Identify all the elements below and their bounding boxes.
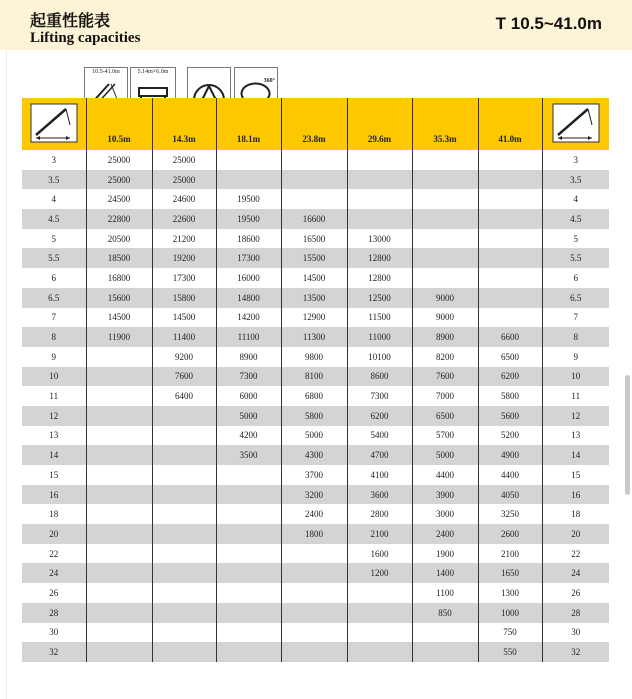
capacity-cell: 18600 [216, 229, 281, 249]
capacity-cell [478, 229, 542, 249]
table-row [22, 327, 609, 347]
capacity-cell: 4400 [478, 465, 542, 485]
capacity-cell [152, 406, 216, 426]
capacity-cell: 2800 [347, 504, 412, 524]
table-row [22, 426, 609, 446]
scrollbar[interactable] [625, 375, 630, 495]
capacity-cell: 5600 [478, 406, 542, 426]
capacity-cell [86, 347, 152, 367]
outrigger-label: 5.14m×6.0m [137, 69, 169, 75]
capacity-cell: 14200 [216, 308, 281, 328]
capacity-cell: 1900 [412, 544, 478, 564]
radius-cell: 12 [542, 406, 609, 426]
capacity-cell: 850 [412, 603, 478, 623]
table-row [22, 406, 609, 426]
capacity-cell [281, 563, 347, 583]
radius-cell: 32 [542, 642, 609, 662]
capacity-cell [281, 642, 347, 662]
capacity-cell: 11500 [347, 308, 412, 328]
radius-cell: 30 [22, 623, 86, 643]
capacity-cell [281, 583, 347, 603]
radius-cell: 26 [22, 583, 86, 603]
capacity-cell: 18500 [86, 248, 152, 268]
capacity-cell [216, 544, 281, 564]
capacity-cell [86, 623, 152, 643]
capacity-cell: 1650 [478, 563, 542, 583]
capacity-cell [86, 544, 152, 564]
capacity-cell: 3500 [216, 445, 281, 465]
capacity-cell: 3900 [412, 485, 478, 505]
capacity-cell [281, 170, 347, 190]
table-row [22, 209, 609, 229]
radius-cell: 5 [22, 229, 86, 249]
radius-cell: 24 [542, 563, 609, 583]
table-row [22, 308, 609, 328]
lifting-capacity-table [22, 98, 609, 662]
radius-cell: 16 [22, 485, 86, 505]
capacity-cell: 4700 [347, 445, 412, 465]
capacity-cell: 7000 [412, 386, 478, 406]
capacity-cell [86, 445, 152, 465]
radius-cell: 3.5 [542, 170, 609, 190]
radius-cell: 15 [22, 465, 86, 485]
radius-cell: 5.5 [22, 248, 86, 268]
radius-header-right [542, 98, 609, 150]
capacity-cell: 11900 [86, 327, 152, 347]
radius-cell: 20 [542, 524, 609, 544]
capacity-cell: 4900 [478, 445, 542, 465]
capacity-cell [86, 426, 152, 446]
capacity-cell [216, 465, 281, 485]
table-row [22, 524, 609, 544]
capacity-cell: 7600 [412, 367, 478, 387]
capacity-cell [347, 623, 412, 643]
capacity-cell: 2100 [478, 544, 542, 564]
radius-header-left [22, 98, 86, 150]
radius-cell: 4.5 [22, 209, 86, 229]
radius-cell: 28 [542, 603, 609, 623]
capacity-cell: 1800 [281, 524, 347, 544]
capacity-cell [347, 189, 412, 209]
capacity-cell: 3200 [281, 485, 347, 505]
capacity-cell: 2400 [412, 524, 478, 544]
capacity-cell [152, 642, 216, 662]
radius-cell: 7 [22, 308, 86, 328]
radius-cell: 6.5 [542, 288, 609, 308]
table-row [22, 603, 609, 623]
radius-cell: 8 [542, 327, 609, 347]
col-header: 14.3m [152, 98, 216, 150]
capacity-cell: 3600 [347, 485, 412, 505]
capacity-cell [86, 406, 152, 426]
radius-cell: 8 [22, 327, 86, 347]
capacity-cell: 16000 [216, 268, 281, 288]
capacity-cell: 5700 [412, 426, 478, 446]
capacity-cell: 7300 [347, 386, 412, 406]
table-row [22, 485, 609, 505]
capacity-cell [216, 563, 281, 583]
capacity-cell [152, 485, 216, 505]
capacity-cell: 5400 [347, 426, 412, 446]
rotation-label: 360° [263, 78, 275, 84]
capacity-cell [412, 209, 478, 229]
radius-cell: 9 [542, 347, 609, 367]
capacity-cell [216, 623, 281, 643]
table-row [22, 367, 609, 387]
capacity-cell: 24500 [86, 189, 152, 209]
radius-cell: 15 [542, 465, 609, 485]
capacity-cell: 19200 [152, 248, 216, 268]
table-row [22, 504, 609, 524]
capacity-cell: 14500 [86, 308, 152, 328]
capacity-cell [152, 465, 216, 485]
radius-cell: 9 [22, 347, 86, 367]
radius-cell: 3 [542, 150, 609, 170]
capacity-cell: 13000 [347, 229, 412, 249]
capacity-cell [86, 563, 152, 583]
capacity-cell: 1200 [347, 563, 412, 583]
capacity-cell [412, 623, 478, 643]
radius-cell: 3.5 [22, 170, 86, 190]
capacity-cell: 8900 [412, 327, 478, 347]
capacity-cell: 25000 [86, 150, 152, 170]
capacity-cell: 4400 [412, 465, 478, 485]
capacity-cell [216, 150, 281, 170]
capacity-cell: 25000 [152, 150, 216, 170]
capacity-cell: 21200 [152, 229, 216, 249]
table-row [22, 583, 609, 603]
table-row [22, 150, 609, 170]
page-header [0, 0, 632, 50]
capacity-cell: 7600 [152, 367, 216, 387]
radius-cell: 24 [22, 563, 86, 583]
capacity-cell [412, 189, 478, 209]
capacity-cell [281, 189, 347, 209]
capacity-cell [478, 248, 542, 268]
capacity-cell: 5200 [478, 426, 542, 446]
capacity-cell: 9000 [412, 288, 478, 308]
capacity-cell [478, 209, 542, 229]
radius-cell: 5 [542, 229, 609, 249]
capacity-cell: 5000 [216, 406, 281, 426]
table-row [22, 170, 609, 190]
capacity-cell: 17300 [216, 248, 281, 268]
capacity-cell: 19500 [216, 209, 281, 229]
radius-cell: 14 [542, 445, 609, 465]
capacity-cell [152, 504, 216, 524]
capacity-cell: 11300 [281, 327, 347, 347]
col-header: 10.5m [86, 98, 152, 150]
capacity-cell [86, 603, 152, 623]
capacity-cell [347, 209, 412, 229]
capacity-cell: 9800 [281, 347, 347, 367]
capacity-cell: 8200 [412, 347, 478, 367]
title-chinese: 起重性能表 [30, 11, 111, 30]
col-header: 18.1m [216, 98, 281, 150]
radius-cell: 32 [22, 642, 86, 662]
radius-cell: 4 [542, 189, 609, 209]
capacity-cell [86, 386, 152, 406]
capacity-cell: 22800 [86, 209, 152, 229]
capacity-cell [478, 170, 542, 190]
capacity-cell: 22600 [152, 209, 216, 229]
capacity-cell [216, 603, 281, 623]
capacity-cell: 1600 [347, 544, 412, 564]
capacity-cell: 2600 [478, 524, 542, 544]
capacity-cell [412, 229, 478, 249]
table-row [22, 642, 609, 662]
capacity-cell: 24600 [152, 189, 216, 209]
capacity-cell [152, 445, 216, 465]
capacity-cell [152, 426, 216, 446]
capacity-cell [152, 524, 216, 544]
table-row [22, 544, 609, 564]
capacity-cell: 12500 [347, 288, 412, 308]
capacity-cell [478, 189, 542, 209]
table-row [22, 386, 609, 406]
col-header: 23.8m [281, 98, 347, 150]
capacity-cell: 3250 [478, 504, 542, 524]
capacity-cell [478, 150, 542, 170]
radius-cell: 10 [22, 367, 86, 387]
capacity-cell: 14500 [281, 268, 347, 288]
capacity-cell: 2100 [347, 524, 412, 544]
capacity-cell [86, 583, 152, 603]
capacity-cell: 4200 [216, 426, 281, 446]
capacity-cell [478, 308, 542, 328]
capacity-cell: 3700 [281, 465, 347, 485]
table-row [22, 347, 609, 367]
table-row [22, 248, 609, 268]
capacity-cell: 16600 [281, 209, 347, 229]
table-row [22, 623, 609, 643]
radius-cell: 30 [542, 623, 609, 643]
left-edge-line [6, 50, 7, 699]
radius-cell: 14 [22, 445, 86, 465]
capacity-cell [412, 268, 478, 288]
capacity-cell: 15600 [86, 288, 152, 308]
capacity-cell [152, 623, 216, 643]
capacity-cell [216, 485, 281, 505]
capacity-cell [86, 485, 152, 505]
capacity-cell [86, 367, 152, 387]
capacity-cell [216, 583, 281, 603]
boom-range-label: 10.5-41.0m [92, 69, 120, 75]
capacity-cell: 4300 [281, 445, 347, 465]
table-row [22, 445, 609, 465]
capacity-cell: 5800 [478, 386, 542, 406]
capacity-cell: 12800 [347, 248, 412, 268]
table-row [22, 465, 609, 485]
capacity-cell: 11000 [347, 327, 412, 347]
boom-radius-icon [552, 103, 600, 143]
radius-cell: 4 [22, 189, 86, 209]
col-header: 29.6m [347, 98, 412, 150]
capacity-cell: 19500 [216, 189, 281, 209]
capacity-cell [152, 603, 216, 623]
radius-cell: 6.5 [22, 288, 86, 308]
capacity-cell: 6000 [216, 386, 281, 406]
radius-cell: 13 [542, 426, 609, 446]
radius-cell: 11 [542, 386, 609, 406]
capacity-cell [412, 170, 478, 190]
capacity-cell: 9200 [152, 347, 216, 367]
radius-cell: 4.5 [542, 209, 609, 229]
capacity-cell: 8600 [347, 367, 412, 387]
capacity-cell [478, 268, 542, 288]
radius-cell: 3 [22, 150, 86, 170]
radius-cell: 20 [22, 524, 86, 544]
capacity-cell: 6500 [478, 347, 542, 367]
capacity-cell [347, 603, 412, 623]
capacity-cell: 2400 [281, 504, 347, 524]
capacity-cell: 25000 [152, 170, 216, 190]
capacity-cell [347, 642, 412, 662]
radius-cell: 5.5 [542, 248, 609, 268]
capacity-cell: 20500 [86, 229, 152, 249]
capacity-cell: 13500 [281, 288, 347, 308]
model-range: T 10.5~41.0m [495, 14, 602, 33]
title-english: Lifting capacities [30, 30, 141, 46]
capacity-cell: 1400 [412, 563, 478, 583]
capacity-cell: 14500 [152, 308, 216, 328]
col-header: 35.3m [412, 98, 478, 150]
table-row [22, 563, 609, 583]
capacity-cell: 25000 [86, 170, 152, 190]
capacity-cell: 9000 [412, 308, 478, 328]
capacity-cell: 6400 [152, 386, 216, 406]
capacity-cell [216, 170, 281, 190]
capacity-cell: 5800 [281, 406, 347, 426]
capacity-cell [152, 544, 216, 564]
capacity-cell [86, 504, 152, 524]
capacity-cell: 5000 [412, 445, 478, 465]
radius-cell: 16 [542, 485, 609, 505]
capacity-cell [152, 563, 216, 583]
capacity-cell: 4050 [478, 485, 542, 505]
capacity-cell [86, 642, 152, 662]
capacity-cell [412, 150, 478, 170]
capacity-cell [281, 623, 347, 643]
capacity-cell [347, 170, 412, 190]
capacity-cell [216, 642, 281, 662]
capacity-cell: 750 [478, 623, 542, 643]
capacity-cell: 7300 [216, 367, 281, 387]
capacity-cell [412, 248, 478, 268]
capacity-cell: 550 [478, 642, 542, 662]
radius-cell: 13 [22, 426, 86, 446]
radius-cell: 22 [542, 544, 609, 564]
capacity-cell: 4100 [347, 465, 412, 485]
capacity-cell: 12900 [281, 308, 347, 328]
capacity-cell [281, 544, 347, 564]
capacity-cell [412, 642, 478, 662]
table-row [22, 288, 609, 308]
capacity-cell [478, 288, 542, 308]
radius-cell: 11 [22, 386, 86, 406]
radius-cell: 18 [542, 504, 609, 524]
capacity-cell [86, 465, 152, 485]
capacity-cell: 6200 [347, 406, 412, 426]
capacity-cell: 8100 [281, 367, 347, 387]
radius-cell: 6 [22, 268, 86, 288]
radius-cell: 12 [22, 406, 86, 426]
capacity-cell: 14800 [216, 288, 281, 308]
capacity-cell [216, 524, 281, 544]
capacity-cell: 1100 [412, 583, 478, 603]
capacity-cell: 1000 [478, 603, 542, 623]
capacity-cell: 15800 [152, 288, 216, 308]
col-header: 41.0m [478, 98, 542, 150]
radius-cell: 6 [542, 268, 609, 288]
table-row [22, 189, 609, 209]
capacity-cell [281, 150, 347, 170]
radius-cell: 26 [542, 583, 609, 603]
capacity-cell: 5000 [281, 426, 347, 446]
radius-cell: 18 [22, 504, 86, 524]
radius-cell: 7 [542, 308, 609, 328]
table-header-row [22, 98, 609, 150]
capacity-cell: 1300 [478, 583, 542, 603]
capacity-cell: 12800 [347, 268, 412, 288]
capacity-cell [347, 150, 412, 170]
capacity-cell: 3000 [412, 504, 478, 524]
radius-cell: 28 [22, 603, 86, 623]
capacity-cell [152, 583, 216, 603]
boom-radius-icon [30, 103, 78, 143]
capacity-cell [86, 524, 152, 544]
capacity-cell: 6500 [412, 406, 478, 426]
capacity-cell [281, 603, 347, 623]
capacity-cell: 8900 [216, 347, 281, 367]
capacity-cell: 16800 [86, 268, 152, 288]
radius-cell: 22 [22, 544, 86, 564]
capacity-cell: 6800 [281, 386, 347, 406]
capacity-cell: 6200 [478, 367, 542, 387]
radius-cell: 10 [542, 367, 609, 387]
capacity-cell [347, 583, 412, 603]
capacity-cell: 17300 [152, 268, 216, 288]
capacity-cell: 16500 [281, 229, 347, 249]
capacity-cell: 10100 [347, 347, 412, 367]
capacity-cell: 11100 [216, 327, 281, 347]
table-row [22, 229, 609, 249]
capacity-cell: 15500 [281, 248, 347, 268]
capacity-cell: 11400 [152, 327, 216, 347]
capacity-cell: 6600 [478, 327, 542, 347]
capacity-cell [216, 504, 281, 524]
table-row [22, 268, 609, 288]
